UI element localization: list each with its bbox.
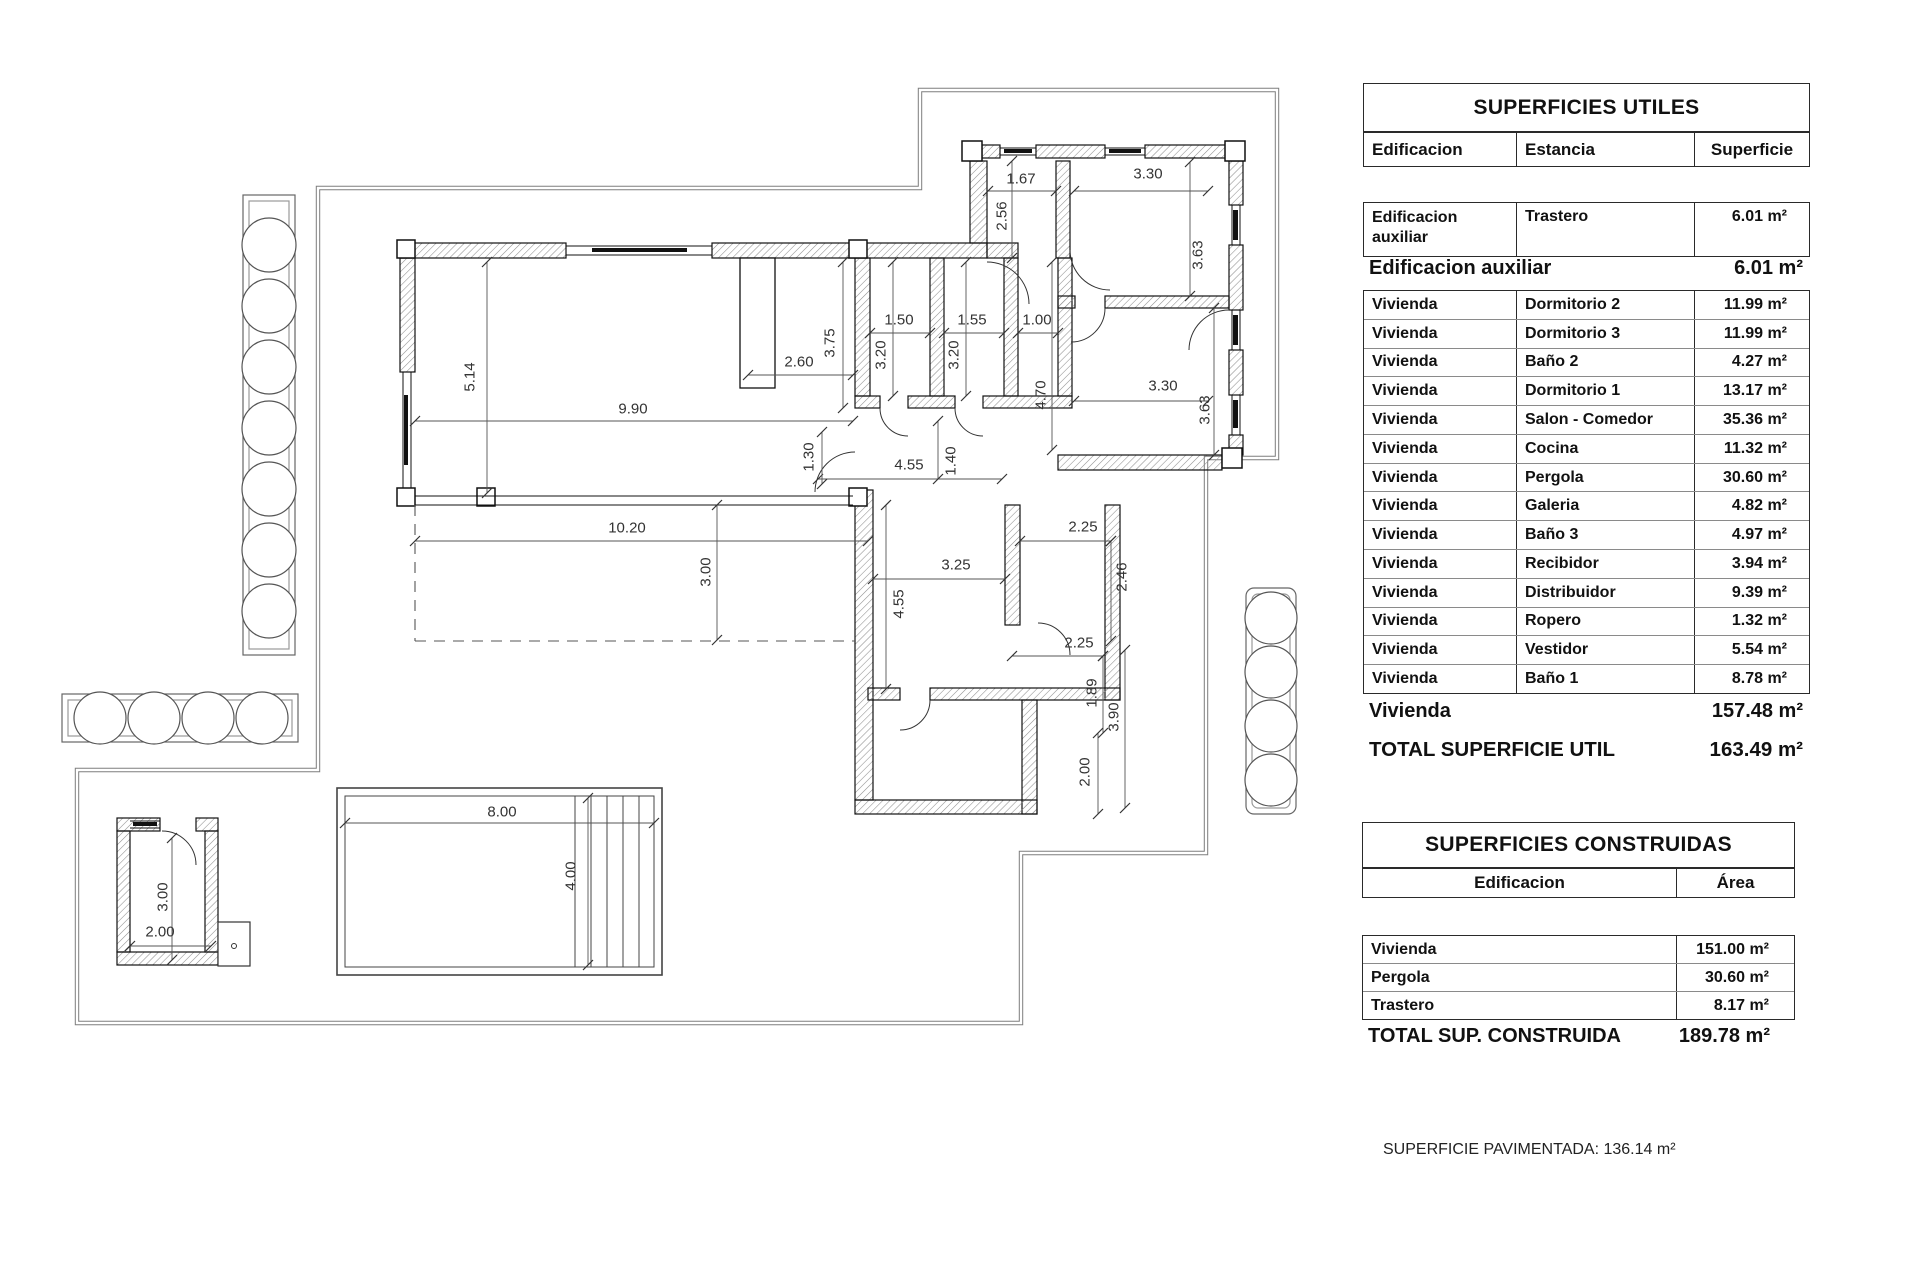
cell-edificacion: Vivienda: [1372, 670, 1438, 688]
cell-superficie: 4.27 m²: [1694, 349, 1809, 377]
superficies-utiles-table: [1363, 83, 1810, 783]
dimension-label: 4.70: [1032, 380, 1050, 410]
total-label: TOTAL SUPERFICIE UTIL: [1369, 738, 1616, 761]
utiles-header-edificacion: Edificacion: [1372, 139, 1463, 159]
dimension-label: 1.55: [957, 311, 987, 329]
utiles-header-row: [1363, 132, 1810, 167]
construidas-header-row: [1362, 868, 1795, 898]
cell-estancia: Vestidor: [1516, 636, 1694, 664]
cell-edificacion: Vivienda: [1372, 382, 1438, 400]
table-row: [1364, 549, 1809, 578]
cell-estancia: Distribuidor: [1516, 579, 1694, 607]
dimension-label: 2.25: [1064, 634, 1094, 652]
table-row: [1364, 348, 1809, 377]
cell-edificacion: Vivienda: [1372, 497, 1438, 515]
dimension-label: 9.90: [618, 400, 648, 418]
cell-superficie: 30.60 m²: [1694, 464, 1809, 492]
cell-estancia: Pergola: [1516, 464, 1694, 492]
total-value: 189.78 m²: [1678, 1025, 1770, 1047]
dimension-label: 3.90: [1105, 702, 1123, 732]
cell-edificacion: Trastero: [1371, 996, 1435, 1014]
utiles-rows: [1363, 290, 1810, 694]
cell-area: 151.00 m²: [1676, 936, 1794, 963]
dimension-label: 3.00: [697, 557, 715, 587]
pavimentada-footnote: SUPERFICIE PAVIMENTADA: 136.14 m²: [1383, 1141, 1676, 1158]
cell-edificacion: Vivienda: [1372, 439, 1438, 457]
table-row: [1364, 491, 1809, 520]
cell-area: 8.17 m²: [1676, 992, 1794, 1019]
cell-superficie: 5.54 m²: [1694, 636, 1809, 664]
cell-superficie: 4.97 m²: [1694, 521, 1809, 549]
utiles-header-estancia: Estancia: [1516, 133, 1694, 166]
cell-superficie: 13.17 m²: [1694, 377, 1809, 405]
cell-edificacion: Edificacion auxiliar: [1372, 209, 1458, 246]
dimension-label: 1.67: [1006, 170, 1036, 188]
dimension-label: 3.20: [872, 340, 890, 370]
cell-estancia: Baño 2: [1516, 349, 1694, 377]
construidas-header-edificacion: Edificacion: [1474, 873, 1565, 892]
utiles-title: SUPERFICIES UTILES: [1363, 83, 1810, 132]
dimension-label: 3.20: [945, 340, 963, 370]
construidas-total: [1362, 1025, 1795, 1055]
dimension-label: 10.20: [608, 519, 646, 537]
cell-estancia: Baño 3: [1516, 521, 1694, 549]
tree-planter-left: [242, 195, 296, 655]
cell-superficie: 11.32 m²: [1694, 435, 1809, 463]
cell-edificacion: Vivienda: [1372, 324, 1438, 342]
cell-edificacion: Pergola: [1371, 968, 1430, 986]
cell-superficie: 6.01 m²: [1694, 203, 1809, 256]
dimension-label: 2.56: [993, 201, 1011, 231]
cell-estancia: Ropero: [1516, 608, 1694, 636]
cell-superficie: 8.78 m²: [1694, 665, 1809, 693]
dimension-label: 2.25: [1068, 518, 1098, 536]
cell-estancia: Dormitorio 2: [1516, 291, 1694, 319]
utiles-total: [1363, 738, 1810, 769]
dimension-label: 8.00: [487, 803, 517, 821]
windows: [403, 148, 1240, 488]
cell-edificacion: Vivienda: [1372, 411, 1438, 429]
cell-estancia: Dormitorio 3: [1516, 320, 1694, 348]
dimension-label: 1.89: [1083, 678, 1101, 708]
table-row: [1363, 963, 1794, 991]
dimension-label: 3.75: [821, 328, 839, 358]
table-row: [1363, 991, 1794, 1019]
cell-superficie: 3.94 m²: [1694, 550, 1809, 578]
dimension-labels: [145, 166, 1213, 941]
dimension-label: 5.14: [461, 362, 479, 392]
table-row: [1364, 463, 1809, 492]
dimension-label: 1.00: [1022, 311, 1052, 329]
subtotal-value: 157.48 m²: [1711, 700, 1803, 722]
utiles-vivienda-subtotal: [1363, 700, 1810, 731]
cell-estancia: Baño 1: [1516, 665, 1694, 693]
total-label: TOTAL SUP. CONSTRUIDA: [1368, 1025, 1621, 1047]
superficies-construidas-table: [1362, 822, 1795, 1062]
cell-estancia: Cocina: [1516, 435, 1694, 463]
table-row: [1364, 376, 1809, 405]
cell-edificacion: Vivienda: [1372, 468, 1438, 486]
cell-estancia: Trastero: [1516, 203, 1694, 256]
dimension-label: 4.55: [890, 589, 908, 619]
table-row: [1364, 664, 1809, 693]
dimension-label: 4.55: [894, 456, 924, 474]
cell-edificacion: Vivienda: [1372, 583, 1438, 601]
construidas-header-area: Área: [1676, 869, 1794, 897]
table-row: [1364, 578, 1809, 607]
tree-planter-bottom: [62, 692, 298, 744]
dimension-label: 4.00: [562, 861, 580, 891]
cell-edificacion: Vivienda: [1372, 353, 1438, 371]
utiles-aux-row: [1363, 202, 1810, 257]
cell-edificacion: Vivienda: [1371, 940, 1437, 958]
construidas-title: SUPERFICIES CONSTRUIDAS: [1362, 822, 1795, 868]
table-row: [1364, 607, 1809, 636]
cell-edificacion: Vivienda: [1372, 641, 1438, 659]
cell-edificacion: Vivienda: [1372, 295, 1438, 313]
cell-estancia: Salon - Comedor: [1516, 406, 1694, 434]
cell-area: 30.60 m²: [1676, 964, 1794, 991]
cell-estancia: Galeria: [1516, 492, 1694, 520]
table-row: [1364, 319, 1809, 348]
table-row: [1363, 936, 1794, 963]
cell-estancia: Dormitorio 1: [1516, 377, 1694, 405]
table-row: [1364, 405, 1809, 434]
table-row: [1364, 635, 1809, 664]
cell-estancia: Recibidor: [1516, 550, 1694, 578]
utiles-aux-subtotal: [1363, 257, 1810, 290]
cell-superficie: 1.32 m²: [1694, 608, 1809, 636]
dimension-label: 2.00: [1076, 757, 1094, 787]
utiles-header-superficie: Superficie: [1694, 133, 1809, 166]
subtotal-label: Edificacion auxiliar: [1369, 257, 1552, 279]
tree-planter-right: [1245, 588, 1297, 814]
trastero-building: [117, 818, 250, 966]
interior-column: [740, 258, 775, 388]
dimension-label: 3.63: [1196, 395, 1214, 425]
dimension-label: 1.40: [942, 446, 960, 476]
cell-superficie: 9.39 m²: [1694, 579, 1809, 607]
table-row: [1364, 520, 1809, 549]
pillars: [397, 141, 1245, 506]
dimension-label: 1.50: [884, 311, 914, 329]
cell-edificacion: Vivienda: [1372, 554, 1438, 572]
table-row: [1364, 291, 1809, 319]
subtotal-value: 6.01 m²: [1734, 257, 1803, 279]
dimension-label: 1.30: [800, 442, 818, 472]
cell-superficie: 35.36 m²: [1694, 406, 1809, 434]
dimension-label: 3.30: [1133, 165, 1163, 183]
dimension-label: 2.46: [1113, 562, 1131, 592]
dimension-label: 3.63: [1189, 240, 1207, 270]
dimension-label: 2.60: [784, 353, 814, 371]
subtotal-label: Vivienda: [1369, 700, 1451, 722]
cell-superficie: 11.99 m²: [1694, 291, 1809, 319]
cell-superficie: 11.99 m²: [1694, 320, 1809, 348]
dimension-label: 3.25: [941, 556, 971, 574]
dimension-label: 3.30: [1148, 377, 1178, 395]
cell-superficie: 4.82 m²: [1694, 492, 1809, 520]
table-row: [1364, 434, 1809, 463]
cell-edificacion: Vivienda: [1372, 612, 1438, 630]
dimension-label: 3.00: [154, 882, 172, 912]
construidas-rows: [1362, 935, 1795, 1020]
dimension-label: 2.00: [145, 923, 175, 941]
total-value: 163.49 m²: [1709, 738, 1803, 761]
cell-edificacion: Vivienda: [1372, 526, 1438, 544]
